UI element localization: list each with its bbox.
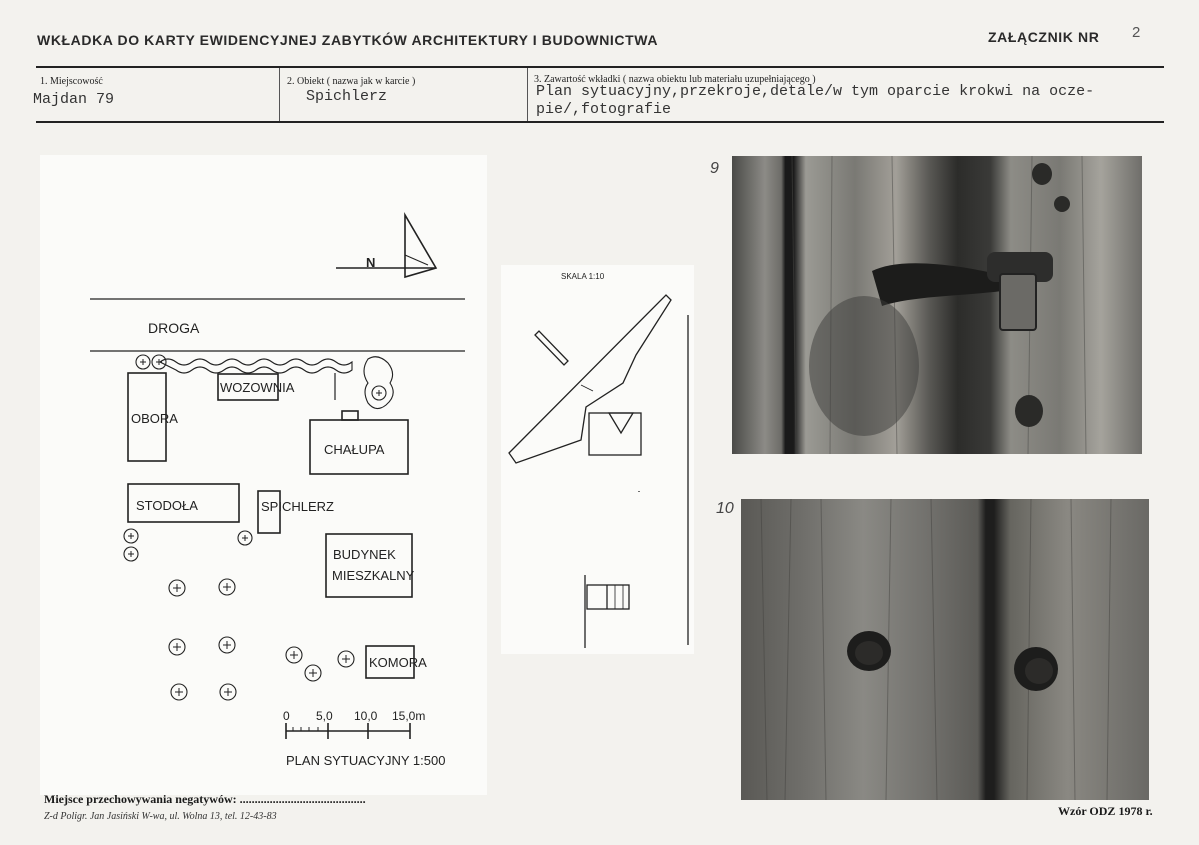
site-plan-panel (40, 155, 487, 795)
field-locality-value: Majdan 79 (33, 91, 115, 108)
header-bottom-rule (36, 121, 1164, 123)
site-plan-drawing (40, 155, 487, 795)
scale-tick-5: 5,0 (316, 709, 333, 723)
photo-wood-knots (741, 499, 1149, 800)
site-plan-caption: PLAN SYTUACYJNY 1:500 (286, 753, 446, 768)
field-content-label: 3. Zawartość wkładki ( nazwa obiektu lub materiału uzupełniającego ) (534, 74, 816, 85)
label-obora: OBORA (131, 411, 178, 426)
label-mieszkalny: MIESZKALNY (332, 568, 415, 583)
section-drawing (501, 265, 694, 654)
field-content-value-line2: pie/,fotografie (536, 101, 672, 118)
section-scale-label: SKALA 1:10 (561, 272, 605, 281)
label-chalupa: CHAŁUPA (324, 442, 385, 457)
road-label: DROGA (148, 320, 200, 336)
label-stodola: STODOŁA (136, 498, 198, 513)
field-content-value-line1: Plan sytuacyjny,przekroje,detale/w tym oparcie krokwi na ocze- (536, 83, 1095, 100)
north-label: N (366, 255, 376, 270)
form-template-id: Wzór ODZ 1978 r. (1058, 804, 1153, 818)
field-divider-1 (279, 68, 280, 121)
photo-number-9: 9 (710, 160, 719, 177)
negative-storage-field: Miejsce przechowywania negatywów: .......................................... (44, 792, 366, 806)
document-title: WKŁADKA DO KARTY EWIDENCYJNEJ ZABYTKÓW ARCHITEKTURY I BUDOWNICTWA (37, 32, 659, 48)
header-top-rule (36, 66, 1164, 68)
photo-door-latch (732, 156, 1142, 454)
photo-wood-knots-detail (741, 499, 1149, 800)
section-drawing-panel (501, 265, 694, 654)
field-divider-2 (527, 68, 528, 121)
annex-number: 2 (1132, 24, 1141, 41)
field-object-value: Spichlerz (306, 88, 388, 105)
field-locality-label: 1. Miejscowość (40, 76, 103, 87)
scale-tick-10: 10,0 (354, 709, 378, 723)
photo-door-latch-detail (732, 156, 1142, 454)
label-wozownia: WOZOWNIA (220, 380, 295, 395)
printer-info: Z-d Poligr. Jan Jasiński W-wa, ul. Wolna 13, tel. 12-43-83 (44, 811, 277, 822)
annex-label: ZAŁĄCZNIK NR (988, 29, 1100, 45)
label-budynek: BUDYNEK (333, 547, 396, 562)
label-komora: KOMORA (369, 655, 427, 670)
field-object-label: 2. Obiekt ( nazwa jak w karcie ) (287, 76, 416, 87)
label-spichlerz: SPICHLERZ (261, 499, 334, 514)
photo-number-10: 10 (716, 500, 734, 517)
scale-tick-0: 0 (283, 709, 290, 723)
scale-tick-15: 15,0m (392, 709, 426, 723)
